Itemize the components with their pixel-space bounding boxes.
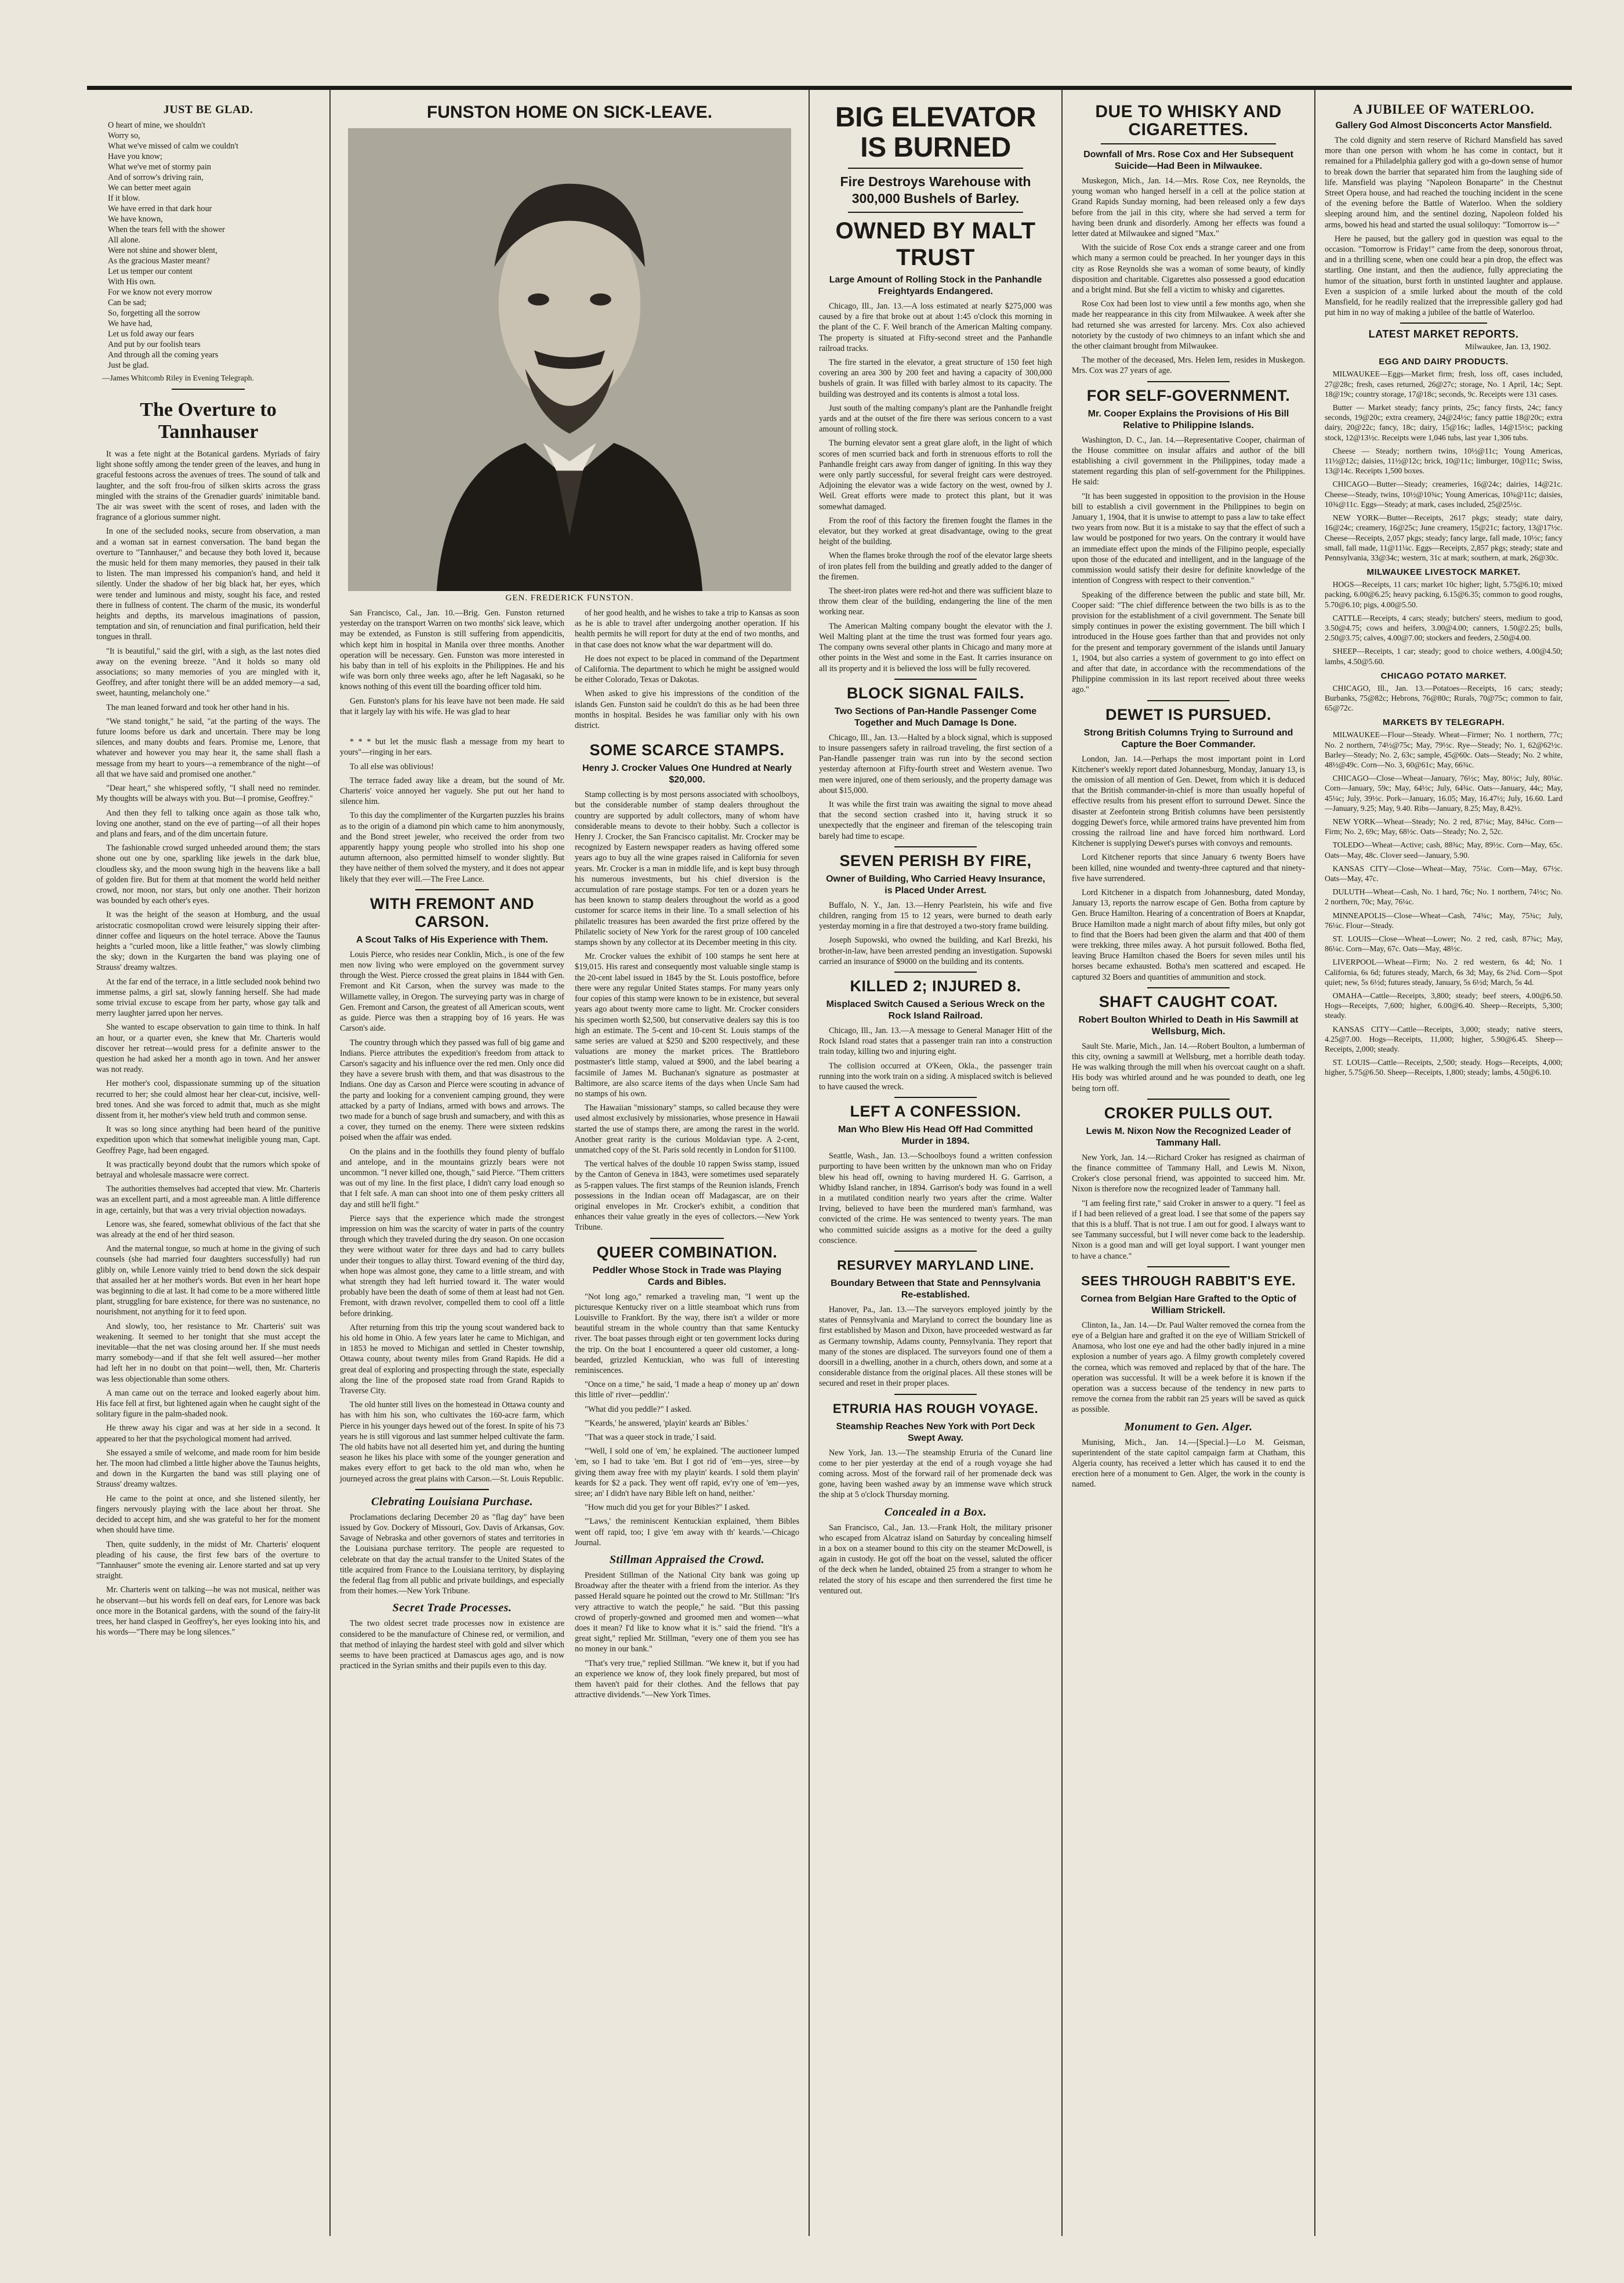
paragraph: From the roof of this factory the firemen fought the flames in the elevator, but they worked at great disadvantage, owing to the great height of the building. <box>819 516 1052 547</box>
rabbit-eye-deck: Cornea from Belgian Hare Grafted to the Optic of William Strickell. <box>1081 1293 1296 1316</box>
paragraph: San Francisco, Cal., Jan. 13.—Frank Holt, the military prisoner who escaped from Alcatraz island on Saturday by concealing himself in a box on a steamer bound to this city on the steamer McDowell, is again in custody. He got off the boat on the vessel, saluted the officer of the deck when he landed, obtained 25 from a stranger to whom he related the story of his escape and then surrendered the first time he ventured out. <box>819 1523 1052 1596</box>
paragraph: Stamp collecting is by most persons associated with schoolboys, but the considerable number of stamp dealers throughout the country are supported by adult collectors, many of whom have considerable means to devote to their hobby. Such a collector is Henry J. Crocker, the San Francisco capitalist. Mr. Crocker may be recognized by Eastern newspaper readers as having offered some years ago to buy all the wine grapes raised in California for seven years. Mr. Crocker is a man in middle life, and is kept busy through his numerous investments, but his chief diversion is the accumulation of rare postage stamps. For ten or a dozen years he has been known to stamp dealers throughout the world as a good customer for scarce items in their line. To a small selection of his philatelic treasures has been awarded the first prize offered by the Philatelic society of New York for the rarest group of 100 canceled stamps shown by any collector at its December meeting in this city. <box>575 790 799 948</box>
paragraph: Chicago, Ill., Jan. 13.—A loss estimated at nearly $275,000 was caused by a fire that broke out at about 1:45 o'clock this morning in the plant of the C. F. Weil branch of the American Malting company. The property is situated at Fifty-second street and the Panhandle railroad tracks. <box>819 302 1052 353</box>
seven-body <box>819 900 1052 967</box>
divider <box>848 168 1023 169</box>
paragraph: Chicago, Ill., Jan. 13.—A message to General Manager Hitt of the Rock Island road states that a passenger train ran into a construction train today, killing two and injuring eight. <box>819 1025 1052 1057</box>
markets-headline: LATEST MARKET REPORTS. <box>1368 328 1519 340</box>
paragraph: To all else was oblivious! <box>350 762 434 771</box>
paragraph: TOLEDO—Wheat—Active; cash, 88¾c; May, 89½c. Corn—May, 65c. Oats—May, 48c. Clover seed—January, 5.90. <box>1325 840 1563 860</box>
queer-deck: Peddler Whose Stock in Trade was Playing Cards and Bibles. <box>592 1265 782 1287</box>
paragraph: "It has been suggested in opposition to the provision in the House bill to establish a civil government in the Philippines to begin on January 1, 1904, that it is unwise to attempt to pass a law to take effect two years from now. But it is a mistake to say that the effect of such a law would be postponed for two years. On the contrary it would have an immediate effect upon the minds of the Filipino people, especially upon those of the educated and intelligent, and in the language of the commission would satisfy their desire for definite knowledge of the intention of Congress with respect to their convention." <box>1072 491 1305 586</box>
concealed-headline: Concealed in a Box. <box>884 1505 987 1519</box>
paragraph: LIVERPOOL—Wheat—Firm; No. 2 red western, 6s 4d; No. 1 California, 6s 6d; futures steady, March, 6s 3d; May, 6s 2¾d. Corn—Spot quiet; new, 5s 6½d; futures steady, January, 5s 6½d; March, 5s 4d. <box>1325 958 1563 987</box>
paragraph: "That was a queer stock in trade,' I said. <box>585 1433 716 1442</box>
divider <box>1147 1099 1230 1100</box>
paragraph: Mr. Crocker values the exhibit of 100 stamps he sent here at $19,015. His rarest and consequently most valuable single stamp is the 20-cent label issued in 1845 by the St. Louis postoffice, before there were any regular United States stamps. For many years only four copies of this stamp were known to be in existence, but several years ago about twenty more came to light. Mr. Crocker considers his specimen worth $2,500, but conservative dealers say this is too high an estimate. The 5-cent and 10-cent St. Louis stamps of the same series are valued at $250 and $200 respectively, and these valuations are money the market prices. The Brattleboro postmaster's little stamp, valued at $900, and the label bearing a facsimile of James M. Buchanan's signature as postmaster at Baltimore, are also scarce items of the days when Uncle Sam had no stamps of his own. <box>575 952 799 1099</box>
column-4 <box>1061 90 1314 2236</box>
paragraph: On the plains and in the foothills they found plenty of buffalo and antelope, and in the mountains grizzly bears were not uncommon. "I never killed one, though," said Pierce. "Them critters was out of my line. In the first place, I didn't carry load enough so that I felt safe. A man can shoot into one of them pesky critters all day and still he'll fight." <box>340 1147 564 1209</box>
jubilee-body <box>1325 135 1563 318</box>
paragraph: Butter — Market steady; fancy prints, 25c; fancy firsts, 24c; fancy seconds, 19@20c; extra creamery, 24@24½c; fancy pattie 18@20c; extra dairy, 20@22c; fancy, 18c; dairy, 15@16c; ladles, 14@15½c; packing stock, 12@13½c. Receipts were 1,046 tubs, last year 1,306 tubs. <box>1325 403 1563 442</box>
paragraph: Gen. Funston's plans for his leave have not been made. He said that it largely lay with his wife. He was glad to hear <box>340 696 564 716</box>
block-headline: BLOCK SIGNAL FAILS. <box>846 684 1024 702</box>
paragraph: CHICAGO—Close—Wheat—January, 76½c; May, 80½c; July, 80¼c. Corn—January, 59c; May, 64½c; July, 64¾c. Oats—January, 44c; May, 45¼c; July, 39½c. Pork—January, 16.05; May, 16.47½; July, 16.60. Lard—January, 9.25; May, 9.40. Ribs—January, 8.25; May, 8.42½. <box>1325 774 1563 813</box>
paragraph: Hanover, Pa., Jan. 13.—The surveyors employed jointly by the states of Pennsylvania and Maryland to correct the boundary line as first established by Mason and Dixon, have proceeded westward as far as Germany township, Adams county, Pennsylvania. They report that many of the stones are displaced. The surveyors found one of them a doorsill in a dwelling, another in a church, others down, and some at a considerable distance from the original places. All these stones will be secured and reset in their proper places. <box>819 1305 1052 1389</box>
divider <box>1147 1266 1230 1267</box>
egg-dairy-headline: EGG AND DAIRY PRODUCTS. <box>1379 357 1509 367</box>
paragraph: When asked to give his impressions of the condition of the islands Gen. Funston said he couldn't do this as he had been three months in hospital. Besides he was familiar only with his own district. <box>575 689 799 731</box>
self-gov-body <box>1072 435 1305 695</box>
paragraph: Muskegon, Mich., Jan. 14.—Mrs. Rose Cox, nee Reynolds, the young woman who hanged herself in a cell at the police station at Grand Rapids Sunday morning, had been released only a few days before from the jail in this city, where she had served a term for having been drunk and disorderly. Among her effects was found a letter dated at Milwaukee and signed "Max." <box>1072 176 1305 239</box>
alger-headline: Monument to Gen. Alger. <box>1124 1420 1253 1433</box>
paragraph: President Stillman of the National City bank was going up Broadway after the theater with a friend from the interior. As they passed Herald square he pointed out the crowd to Mr. Stillman: "It's very attractive to watch the people," he said. "But this passing crowd of properly-gowned and groomed men and women—what does it mean? I'd like to know what it is." said the friend. "It's a great sight," replied Mr. Stillman, "every one of them you see has no money in our bank." <box>575 1571 799 1654</box>
poem-text: O heart of mine, we shouldn't Worry so, What we've missed of calm we couldn't Have you know; What we've met of stormy pain And of sorrow's driving rain, We can better meet again If it blow. We have erred in that dark hour We have known, When the tears fell with the shower All alone. Were not shine and shower blent, As the gracious Master meant? Let us temper our content With His own. For we know not every morrow Can be sad; So, forgetting all the sorrow We have had, Let us fold away our fears And put by our foolish tears And through all the coming years Just be glad. <box>108 121 238 370</box>
paragraph: The terrace faded away like a dream, but the sound of Mr. Charteris' voice annoyed her vaguely. She put out her hand to silence him. <box>340 776 564 807</box>
column-3 <box>809 90 1061 2236</box>
paragraph: "'Well, I sold one of 'em,' he explained. 'The auctioneer lumped 'em, so I had to take 'em. But I got rid of 'em—yes, siree—by giving them away free with my playin' keards. I sold them playin' keards for $2 a pack. They went off rapid, ev'ry one of 'em—yes, siree; an' I didn't have nary Bible left on hand, neither.' <box>575 1447 799 1499</box>
stamps-body <box>575 789 799 1233</box>
paragraph: CHICAGO, Ill., Jan. 13.—Potatoes—Receipts, 16 cars; steady; Burbanks, 75@82c; Hebrons, 76@80c; Rurals, 70@75c; common to fair, 65@72c. <box>1325 683 1563 713</box>
resurvey-deck: Boundary Between that State and Pennsylvania Re-established. <box>831 1278 1041 1300</box>
potato-headline: CHICAGO POTATO MARKET. <box>1380 671 1507 681</box>
paragraph: And then they fell to talking once again as those talk who, loving one another, stand on the eve of parting—of all their hopes and plans and fears, and of the dim uncertain future. <box>96 808 320 839</box>
paragraph: CHICAGO—Butter—Steady; creameries, 16@24c; dairies, 14@21c. Cheese—Steady, twins, 10½@10¾c; Young Americas, 10¾@11c; daisies, 10¾@11c. Eggs—Steady; at mark, cases included, 25@25½c. <box>1325 480 1563 509</box>
fremont-body <box>340 950 564 1484</box>
paragraph: The man leaned forward and took her other hand in his. <box>106 702 289 712</box>
fremont-headline: WITH FREMONT AND CARSON. <box>370 894 534 930</box>
paragraph: "We stand tonight," he said, "at the parting of the ways. The future looms before us dark and uncertain. There may be long silences, and many doubts and fears. Promise me, Lenore, that whatever and however you may hear it, the same shall flash a message from my heart to yours—a remembrance of the night—of all that we have said and promised one another." <box>96 716 320 779</box>
paragraph: MILWAUKEE—Flour—Steady. Wheat—Firmer; No. 1 northern, 77c; No. 2 northern, 74½@75c; May, 79½c. Rye—Steady; No. 1, 62@62½c. Barley—Steady; No. 2, 63c; sample, 45@60c. Oats—Steady; No. 2 white, 48½@49c. Corn—No. 3, 60@61c; May, 66¾c. <box>1325 730 1563 769</box>
whisky-headline: DUE TO WHISKY AND CIGARETTES. <box>1095 102 1282 139</box>
louisiana-body <box>340 1512 564 1597</box>
paragraph: Lenore was, she feared, somewhat oblivious of the fact that she was already at the end of her third season. <box>96 1219 320 1240</box>
divider <box>1400 322 1487 324</box>
funston-right-column <box>575 608 799 734</box>
croker-body <box>1072 1153 1305 1262</box>
divider <box>415 1489 489 1490</box>
divider <box>894 1394 977 1395</box>
paragraph: The authorities themselves had accepted that view. Mr. Charteris was an excellent parti, and a most agreeable man. A little difference in age, certainly, but that was a very trivial objection nowadays. <box>96 1184 320 1215</box>
paragraph: Munising, Mich., Jan. 14.—[Special.]—Lo M. Geisman, superintendent of the state capitol campaign farm at Chatham, this Algeria county, has received a letter which has caused it to end the erection here of a monument to Gen. Alger, the work in the county is named. <box>1072 1437 1305 1490</box>
seven-deck: Owner of Building, Who Carried Heavy Insurance, is Placed Under Arrest. <box>826 874 1045 896</box>
shaft-body <box>1072 1041 1305 1094</box>
funston-left-column <box>340 608 564 734</box>
whisky-body <box>1072 176 1305 376</box>
egg-dairy-body <box>1325 369 1563 563</box>
croker-deck: Lewis M. Nixon Now the Recognized Leader of Tammany Hall. <box>1086 1126 1291 1148</box>
paragraph: Lord Kitchener in a dispatch from Johannesburg, dated Monday, January 13, reports the narrow escape of Gen. Botha from capture by Gen. Bruce Hamilton. Hearing of a concentration of Boers at Knapdar, Bruce Hamilton made a night march of about fifty miles, but only got to find that the Boers had been given the alarm and that 400 of them were trekking, three miles away. A hot pursuit followed. Botha fled, leaving Bruce Hamilton chased the Boers for seven miles until his horses became exhausted. Botha's men scattered and escaped. He captured 32 Boers and quantities of ammunition and stock. <box>1072 887 1305 982</box>
paragraph: Pierce says that the experience which made the strongest impression on him was the scarcity of water in parts of the country through which they traveled during the dry season. On one occasion they were without water for three days and had to carry bullets under their tongues to allay thirst. Toward evening of the third day, when hope was almost gone, they came to a little stream, and with what strength they had left hurried toward it. The water would probably have been the death of some of them at least had not Gen. Fremont, with drawn revolver, compelled them to cool off a little before drinking. <box>340 1213 564 1318</box>
story-body <box>96 449 320 1637</box>
paragraph: The mother of the deceased, Mrs. Helen Iem, resides in Muskegon. Mrs. Cox was 27 years of age. <box>1072 356 1305 376</box>
elevator-body <box>819 301 1052 674</box>
newspaper-page <box>87 86 1572 2236</box>
paragraph: Chicago, Ill., Jan. 13.—Halted by a block signal, which is supposed to insure passengers safety in railroad traveling, the first section of a Pan-Handle passenger train was run into by the second section yesterday afternoon at Fifty-fourth street and Western avenue. Two men were injured, one of them seriously, and the property damage was about $15,000. <box>819 733 1052 795</box>
etruria-body <box>819 1448 1052 1501</box>
concealed-body <box>819 1523 1052 1596</box>
dewet-body <box>1072 754 1305 983</box>
photo-caption: GEN. FREDERICK FUNSTON. <box>505 593 634 603</box>
paragraph: * * * but let the music flash a message from my heart to yours"—ringing in her ears. <box>340 737 564 758</box>
confession-deck: Man Who Blew His Head Off Had Committed Murder in 1894. <box>838 1125 1033 1147</box>
lower-two-columns <box>340 737 799 1704</box>
dewet-deck: Strong British Columns Trying to Surround and Capture the Boer Commander. <box>1083 727 1293 749</box>
alger-body <box>1072 1437 1305 1490</box>
paragraph: MINNEAPOLIS—Close—Wheat—Cash, 74¾c; May, 75¾c; July, 76¼c. Flour—Steady. <box>1325 911 1563 930</box>
paragraph: The old hunter still lives on the homestead in Ottawa county and has with him his son, who cultivates the 160-acre farm, which Pierce in his younger days hewed out of the forest. In spite of his 73 years he is still vigorous and last summer helped cultivate the farm. The old habits have not all deserted him yet, and during the hunting season he likes his place with some of the younger generation and makes every effort to get back to the old man who, when he journeyed across the great plains with Carson.—St. Louis Republic. <box>340 1400 564 1484</box>
dewet-headline: DEWET IS PURSUED. <box>1105 705 1272 723</box>
divider <box>1147 987 1230 988</box>
resurvey-body <box>819 1304 1052 1389</box>
paragraph: The vertical halves of the double 10 rappen Swiss stamp, issued by the Canton of Geneva in 1843, were sometimes used separately as 5-rappen values. The first stamps of the Reunion islands, French possessions in the Indian ocean off Madagascar, are on their original envelopes in Mr. Crocker's exhibit, a condition that enhances their value greatly in the eyes of collectors.—New York Tribune. <box>575 1159 799 1233</box>
block-body <box>819 733 1052 842</box>
paragraph: KANSAS CITY—Cattle—Receipts, 3,000; steady; native steers, 4.25@7.00. Hogs—Receipts, 11,000; higher, 5.90@6.45. Sheep—Receipts, 2,000; steady. <box>1325 1024 1563 1054</box>
column-2 <box>329 90 809 2236</box>
secret-headline: Secret Trade Processes. <box>392 1601 512 1615</box>
paragraph: Seattle, Wash., Jan. 13.—Schoolboys found a written confession purporting to have been written by the unknown man who on Friday blew his head off, owning to having murdered H. G. Garrison, a Whidby Island rancher, in 1894. Garrison's body was found in a well in a mutilated condition nearly two years after the crime. Walter Irving, believed to have been the murdered man's farmhand, was convicted of the crime. He was sentenced to twenty years. The man who committed suicide assigns as a motive for the deed a guilty conscience. <box>819 1151 1052 1245</box>
paragraph: "That's very true," replied Stillman. "We knew it, but if you had an experience we know of, they look finely prepared, but most of them haven't paid for their clothes. And the fellows that pay attractive dividends."—New York Times. <box>575 1658 799 1700</box>
divider <box>894 846 977 847</box>
paragraph: Sault Ste. Marie, Mich., Jan. 14.—Robert Boulton, a lumberman of this city, owning a sawmill at Wellsburg, met a horrible death today. He was walking through the mill when his overcoat caught on a shaft. His body was whirled around and he was pounded to death, one leg being torn off. <box>1072 1041 1305 1093</box>
paragraph: Cheese — Steady; northern twins, 10½@11c; Young Americas, 11½@12c; daisies, 11½@12c; brick, 10@11c; limburger, 10@11c; Swiss, 13@14c. Receipts 1,500 boxes. <box>1325 446 1563 476</box>
paragraph: When the flames broke through the roof of the elevator large sheets of iron plates fell from the building and greatly added to the danger of the firemen. <box>819 551 1052 582</box>
column-1 <box>87 90 329 2236</box>
shaft-deck: Robert Boulton Whirled to Death in His Sawmill at Wellsburg, Mich. <box>1078 1014 1299 1037</box>
elevator-headline: BIG ELEVATOR IS BURNED <box>835 102 1036 163</box>
paragraph: Joseph Supowski, who owned the building, and Karl Brezki, his brother-in-law, have been arrested pending an investigation. Supowski carried an insurance of $9000 on the building and its contents. <box>819 936 1052 966</box>
paragraph: It was practically beyond doubt that the rumors which spoke of betrayal and wholesale massacre were correct. <box>96 1159 320 1180</box>
paragraph: Washington, D. C., Jan. 14.—Representative Cooper, chairman of the House committee on insular affairs and author of the bill establishing a civil government in the Philippines, today made a statement regarding this plan of self-government for the Philippines. He said: <box>1072 435 1305 487</box>
livestock-body <box>1325 579 1563 666</box>
paragraph: With the suicide of Rose Cox ends a strange career and one from which many a sermon could be preached. In her younger days in this city as Rose Reynolds she was a woman of some beauty, of kindly disposition and charitable. Cigarettes also possessed a good education and a bright mind. But she fell a victim to whisky and cigarettes. <box>1072 243 1305 295</box>
paragraph: "Once on a time," he said, 'I made a heap o' money up an' down this little ol' river—peddlin'.' <box>575 1380 799 1400</box>
killed-body <box>819 1025 1052 1092</box>
paragraph: He does not expect to be placed in command of the Department of California. The department to which he might be assigned would be either Colorado, Texas or Dakotas. <box>575 654 799 685</box>
divider <box>1101 143 1276 144</box>
telegraph-headline: MARKETS BY TELEGRAPH. <box>1382 717 1505 728</box>
divider <box>650 1238 724 1239</box>
queer-headline: QUEER COMBINATION. <box>596 1243 778 1261</box>
portrait-photo <box>348 128 791 591</box>
funston-story <box>340 608 799 734</box>
stamps-headline: SOME SCARCE STAMPS. <box>589 741 785 759</box>
etruria-headline: ETRURIA HAS ROUGH VOYAGE. <box>832 1401 1039 1416</box>
potato-body <box>1325 683 1563 713</box>
divider <box>1147 700 1230 701</box>
paragraph: Rose Cox had been lost to view until a few months ago, when she made her reappearance in this city from Milwaukee. A week after she had returned she was arrested for larceny. Mrs. Cox also achieved notoriety by the custody of two chimneys to an infant which she and the other claimant brought from Milwaukee. <box>1072 299 1305 351</box>
queer-body <box>575 1292 799 1548</box>
seven-headline: SEVEN PERISH BY FIRE, <box>839 851 1032 869</box>
stillman-headline: Stillman Appraised the Crowd. <box>609 1553 765 1567</box>
paragraph: "It is beautiful," said the girl, with a sigh, as the last notes died away on the evening breeze. "And it holds so many old associations; so many memories of you are mingled with it, Geoffrey, and after tonight there will be an added memory—a sad, sweet, haunting, melancholy one." <box>96 646 320 698</box>
divider <box>894 972 977 973</box>
paragraph: "How much did you get for your Bibles?" I asked. <box>585 1503 751 1513</box>
paragraph: Louis Pierce, who resides near Conklin, Mich., is one of the few men now living who were employed on the government survey through the West. Pierce crossed the great plains in 1844 with Gen. Fremont and Kit Carson, when the survey was made to the Willamette valley, in Oregon. The surveying party was in charge of Gen. Fremont and Carson, the greatest of all American scouts, went as guide. Pierce was then a strapping boy of 16 years. He was Carson's aide. <box>340 950 564 1034</box>
paragraph: "Dear heart," she whispered softly, "I shall need no reminder. My thoughts will be always with you. But—I promise, Geoffrey." <box>96 784 320 804</box>
paragraph: London, Jan. 14.—Perhaps the most important point in Lord Kitchener's weekly report dated Johannesburg, Monday, January 13, is the omission of all mention of Gen. Dewet, from which it is deduced that the British commander-in-chief is more than usually hopeful of effective results from his present effort to surround Dewet. Since the disaster at Zeefontein strong British columns have been persistently dogging Dewet's force, while armored trains have prevented him from crossing the railroad line and have forced him northward. Lord Kitchener is supplying Dewet's purses with convoys and remounts. <box>1072 754 1305 849</box>
fremont-deck: A Scout Talks of His Experience with Them. <box>356 934 548 945</box>
banner-headline: FUNSTON HOME ON SICK-LEAVE. <box>426 103 713 122</box>
paragraph: DULUTH—Wheat—Cash, No. 1 hard, 76c; No. 1 northern, 74½c; No. 2 northern, 70c; May, 76¼c. <box>1325 887 1563 907</box>
paragraph: And the maternal tongue, so much at home in the giving of such counsels (she had married four daughters successfully) had run glibly on, while Lenore vainly tried to bend down the sick despair that assailed her at her mother's words. But even in her heart hope was beginning to die at last. It had come to be a more withered little plant, struggling for bare existence, for there was no sustenance, no nourishment, not anything for it to feed upon. <box>96 1244 320 1317</box>
paragraph: After returning from this trip the young scout wandered back to his old home in Ohio. A few years later he came to Michigan, and in 1853 he moved to Michigan and settled in Chester township, Ottawa county, about twenty miles from Grand Rapids. He did a great deal of exploring and prospecting through the state, especially along the line of the proposed state road from Grand Rapids to Traverse City. <box>340 1322 564 1396</box>
paragraph: HOGS—Receipts, 11 cars; market 10c higher; light, 5.75@6.10; mixed packing, 6.00@6.25; heavy packing, 6.15@6.35; common to good roughs, 5.70@6.10; pigs, 4.00@5.50. <box>1325 580 1563 609</box>
paragraph: NEW YORK—Wheat—Steady; No. 2 red, 87¼c; May, 84¾c. Corn—Firm; No. 2, 69c; May, 68½c. Oats—Steady; No. 2, 52c. <box>1325 817 1563 836</box>
lower-right-column <box>575 737 799 1704</box>
paragraph: In one of the secluded nooks, secure from observation, a man and a woman sat in earnest conversation. The band began the overture to "Tannhauser," and because they both loved it, because the music held for them many memories, they paused in their talk to listen. The man impressed his companion's hand, and held it silently. Under the shadow of her big black hat, her eyes, which were tender and luminous and misty, sought his face, and rested there in fullness of content. The charm of the music, its wonderful heights and depths, its marvelous imaginations of passion, temptation and sin, of renunciation and final purification, held their tongues in thrall. <box>96 527 320 642</box>
paragraph: The country through which they passed was full of big game and Indians. Pierce attributes the expedition's freedom from attack to Carson's sagacity and his influence over the red men. Only once did they have a severe brush with them, and that was disastrous to the Indians. One day as Carson and Pierce were scouting in advance of the party and looking for a convenient camping ground, they were attacked by a party of Indians, armed with bows and arrows. The two made for a bunch of sage brush and sumacbery, and with this as a cover, they turned on the enemy. There were sixteen redskins poised when the affair was ended. <box>340 1038 564 1143</box>
paragraph: The cold dignity and stern reserve of Richard Mansfield has saved more than one person with whom he has come in contact, but it remained for a Philadelphia gallery god with a go-down sense of humor to break down the barrier that separated him from the laughing side of life. Mansfield was playing "Napoleon Bonaparte" in the Chestnut Street Opera house, and had reached the touching incident in the scene of the evening before the Battle of Waterloo. When the soldiery sleeping around him, and the sentinel dozing, Napoleon folded his arms, bowed his head and started the usual soliloquy: "Tomorrow is—" <box>1325 136 1563 230</box>
killed-deck: Misplaced Switch Caused a Serious Wreck on the Rock Island Railroad. <box>826 999 1045 1021</box>
elevator-deck: Fire Destroys Warehouse with 300,000 Bushels of Barley. <box>840 174 1031 206</box>
jubilee-deck: Gallery God Almost Disconcerts Actor Mansfield. <box>1335 121 1552 131</box>
paragraph: CATTLE—Receipts, 4 cars; steady; butchers' steers, medium to good, 3.50@4.75; cows and heifers, 3.00@4.00; canners, 1.50@2.25; bulls, 2.50@3.75; calves, 4.00@7.00; stockers and feeders, 2.50@4.00. <box>1325 613 1563 643</box>
paragraph: New York, Jan. 14.—Richard Croker has resigned as chairman of the finance committee of Tammany Hall, and Lewis M. Nixon, Croker's close personal friend, was appointed to succeed him. Mr. Nixon is therefore now the recognized leader of Tammany hall. <box>1072 1153 1305 1194</box>
paragraph: Here he paused, but the gallery god in question was equal to the occasion. "Tomorrow is Friday!" came from the deep, sonorous throat, and in a thrilling scene, when one could hear a pin drop, the effect was startling. One instant, and then the audience, fully appreciating the humor of the situation, burst forth in unstinted laughter and applause. Even a suspicion of a smile lurked about the mouth of the cold Mansfield, for he readily realized that the irrepressible gallery god had put him in no way of making a jubilee of the battle of Waterloo. <box>1325 234 1563 318</box>
story-title: The Overture to Tannhauser <box>140 399 277 443</box>
paragraph: The fashionable crowd surged unheeded around them; the stars shone out one by one, sparkling like jewels in the dark blue, cloudless sky, and the moon swung high in the heavens like a ball of golden fire. But for them at that moment the world held neither crowd, nor moon, nor stars, but only one another. Their horizon was bounded by each other's eyes. <box>96 843 320 906</box>
self-gov-headline: FOR SELF-GOVERNMENT. <box>1086 386 1290 404</box>
paragraph: Then, quite suddenly, in the midst of Mr. Charteris' eloquent pleading of his cause, the first few bars of the overture to "Tannhauser" smote the evening air. Lenore started and sat up very straight. <box>96 1539 320 1581</box>
paragraph: Mr. Charteris went on talking—he was not musical, neither was he observant—but his words fell on deaf ears, for Lenore was back once more in the Botanical gardens, with the sound of the fairy-lit trees, her hand clasped in Geoffrey's, her eyes looking into his, and his words—"There may be long silences." <box>96 1585 320 1637</box>
paragraph: Just south of the malting company's plant are the Panhandle freight yards and at the outset of the fire there was serious concern to a vast amount of rolling stock. <box>819 403 1052 434</box>
paragraph: OMAHA—Cattle—Receipts, 3,800; steady; beef steers, 4.00@6.50. Hogs—Receipts, 7,600; higher, 6.00@6.40. Sheep—Receipts, 5,300; steady. <box>1325 991 1563 1020</box>
louisiana-headline: Clebrating Louisiana Purchase. <box>371 1495 533 1508</box>
portrait-image <box>348 128 791 591</box>
paragraph: The fire started in the elevator, a great structure of 150 feet high covering an area 300 by 200 feet and having a capacity of 300,000 bushels of grain. It was filled with barley almost to its capacity. The building was destroyed and its contents is almost a total loss. <box>819 358 1052 399</box>
paragraph: To this day the complimenter of the Kurgarten puzzles his brains as to the origin of a diamond pin which came to him anonymously, and the Bond street jeweler, who received the order from two apparently happy young people who strolled into his shop one autumn afternoon, also permitted himself to wonder slightly. But they have neither of them solved the mystery, and it does not appear likely that they ever will.—The Free Lance. <box>340 811 564 884</box>
paragraph: He came to the point at once, and she listened silently, her fingers nervously playing with the lace about her throat. She decided to accept him, and she was grateful to her for the moment when should have time. <box>96 1494 320 1535</box>
rabbit-eye-headline: SEES THROUGH RABBIT'S EYE. <box>1081 1273 1296 1288</box>
killed-headline: KILLED 2; INJURED 8. <box>850 977 1021 995</box>
elevator-deck-2: Large Amount of Rolling Stock in the Panhandle Freightyards Endangered. <box>829 275 1042 296</box>
confession-headline: LEFT A CONFESSION. <box>850 1103 1021 1121</box>
paragraph: Her mother's cool, dispassionate summing up of the situation recurred to her; she could almost hear her clear-cut, incisive, well-bred tones. And she was forced to admit that, much as she might dissent from it, her mother's view held truth and common sense. <box>96 1079 320 1120</box>
paragraph: Clinton, Ia., Jan. 14.—Dr. Paul Walter removed the cornea from the eye of a Belgian hare and grafted it on the eye of William Strickell of Anamosa, who lost one eye and had the other badly injured in a mine explosion a number of years ago. A filmy growth completely covered the cornea, which was removed and replaced by that of the hare. The operation was successful. It will be a week before it is known if the operation was a success because of the tendency in new parts to remove the cornea from the rabbit ran 25 years will be saved as quick as possible. <box>1072 1320 1305 1415</box>
paragraph: It was a fete night at the Botanical gardens. Myriads of fairy light shone softly among the tender green of the leaves, and hung in graceful festoons across the avenues of trees. The sound of talk and laughter, and the soft frou-frou of silken skirts across the grass mingled with the strains of the Grenadier guards' inimitable band. The air was sweet with the scent of roses, and laden with the fragrance of a glorious summer night. <box>96 450 320 523</box>
paragraph: The two oldest secret trade processes now in existence are considered to be the manufacture of Chinese red, or vermilion, and that method of inlaying the hardest steel with gold and silver which seems to have been practiced at Damascus ages ago, and is now practiced in the Syrian smiths and their pupils even to this day. <box>340 1619 564 1671</box>
paragraph: SHEEP—Receipts, 1 car; steady; good to choice wethers, 4.00@4.50; lambs, 4.50@5.60. <box>1325 647 1563 666</box>
poem-title: JUST BE GLAD. <box>163 103 253 116</box>
stamps-deck: Henry J. Crocker Values One Hundred at Nearly $20,000. <box>582 763 792 785</box>
block-deck: Two Sections of Pan-Handle Passenger Come Together and Much Damage Is Done. <box>834 706 1037 728</box>
stillman-body <box>575 1570 799 1700</box>
divider <box>848 212 1023 213</box>
resurvey-headline: RESURVEY MARYLAND LINE. <box>837 1258 1034 1273</box>
telegraph-body <box>1325 730 1563 1077</box>
divider <box>1147 381 1230 382</box>
paragraph: Lord Kitchener reports that since January 6 twenty Boers have been killed, nine wounded and twenty-three captured and that ninety-five have surrendered. <box>1072 853 1305 883</box>
paragraph: It was so long since anything had been heard of the punitive expedition upon which that somewhat ineligible young man, Capt. Geoffrey Page, had been engaged. <box>96 1125 320 1155</box>
paragraph: NEW YORK—Butter—Receipts, 2617 pkgs; steady; state dairy, 16@24c; creamery, 16@25c; June creamery, 15@21c; factory, 13@17½c. Cheese—Receipts, 2,057 pkgs; steady; fancy large, fall made, 10½c; fancy small, fall made, 11@11¼c. Eggs—Receipts, 2,857 pkgs; steady; state and Pennsylvania, 33@34c; western, 31c at mark; southern, at mark, 26@30c. <box>1325 513 1563 562</box>
divider <box>894 1251 977 1252</box>
markets-dateline: Milwaukee, Jan. 13, 1902. <box>1464 343 1551 352</box>
poem-credit: —James Whitcomb Riley in Evening Telegraph. <box>102 374 254 382</box>
elevator-subhead: OWNED BY MALT TRUST <box>835 218 1036 270</box>
paragraph: She essayed a smile of welcome, and made room for him beside her. The moon had climbed a little higher above the Taunus heights, and down in the Kurgarten the band was still playing one of Strauss' dreamy waltzes. <box>96 1448 320 1490</box>
paragraph: "What did you peddle?" I asked. <box>585 1404 692 1414</box>
confession-body <box>819 1151 1052 1246</box>
paragraph: ST. LOUIS—Cattle—Receipts, 2,500; steady. Hogs—Receipts, 4,000; higher, 5.75@6.50. Sheep—Receipts, 1,800; steady; lambs, 4.50@6.10. <box>1325 1058 1563 1077</box>
paragraph: San Francisco, Cal., Jan. 10.—Brig. Gen. Funston returned yesterday on the transport Warren on two months' sick leave, which may be extended, as Funston is still suffering from appendicitis, which kept him in hospital in Manila over three months. Another operation will be necessary. Gen. Funston was more interested in his baby than in tell of his exploits in the Philippines. He and his wife was born only three weeks ago, after he left Nagasaki, so he knows nothing of this event till the boarding officer told him. <box>340 608 564 692</box>
paragraph: MILWAUKEE—Eggs—Market firm; fresh, loss off, cases included, 27@28c; fresh, cases returned, 26@27c; storage, No. 1 April, 14c; Sept. 18@19c; country storage, 17@18c; seconds, 9c. Receipts were 131 cases. <box>1325 369 1563 398</box>
story-continuation <box>340 737 564 885</box>
jubilee-headline: A JUBILEE OF WATERLOO. <box>1353 102 1535 117</box>
paragraph: New York, Jan. 13.—The steamship Etruria of the Cunard line come to her pier yesterday at the end of a rough voyage she had coming across. Most of the forward rail of her promenade deck was gone, having been washed away by an immense wave which struck the ship at 5 o'clock Thursday morning. <box>819 1448 1052 1500</box>
rabbit-eye-body <box>1072 1320 1305 1415</box>
paragraph: "Not long ago," remarked a traveling man, "I went up the picturesque Kentucky river on a little steamboat which runs from Louisville to Frankfort. By the way, there isn't a wilder or more beautiful stream in the whole country than that same Kentucky river. The boat passes through eight or ten government locks during the trip. On the boat I encountered a queer old customer, a long-bearded, grizzled Kentuckian, who was full of interesting reminiscences. <box>575 1292 799 1375</box>
paragraph: "I am feeling first rate," said Croker in answer to a query. "I feel as if I had been relieved of a great load. I see that some of the papers say that this is a bluff. That is not true. I am out for good. I always want to see Tammany successful, but I will never come back to the leadership. Nixon is a good man and will get loyal support. I want younger men to have a chance." <box>1072 1198 1305 1261</box>
paragraph: "'Keards,' he answered, 'playin' keards an' Bibles.' <box>585 1418 749 1428</box>
paragraph: The sheet-iron plates were red-hot and there was sufficient blaze to throw them clear of the building, endangering the line of the men working near. <box>819 586 1052 617</box>
lower-left-column <box>340 737 564 1704</box>
paragraph: The burning elevator sent a great glare aloft, in the light of which scores of men scurried back and forth in strenuous efforts to roll the Panhandle freight cars away from danger of igniting. In this way they were only partly successful, for several freight cars were destroyed. Adjoining the elevator was a wide factory on the west, owned by J. Weil. Great efforts were made to protect this plant, but it was somewhat damaged. <box>819 439 1052 512</box>
whisky-deck: Downfall of Mrs. Rose Cox and Her Subsequent Suicide—Had Been in Milwaukee. <box>1083 150 1293 171</box>
paragraph: ST. LOUIS—Close—Wheat—Lower; No. 2 red, cash, 87¾c; May, 86¼c. Corn—May, 67c. Oats—May, 48½c. <box>1325 934 1563 954</box>
paragraph: She wanted to escape observation to gain time to think. In half an hour, or a quarter even, she knew that Mr. Charteris would discover her retreat—would press for a definite answer to the question he had asked her a month ago in town. And her answer was not ready. <box>96 1023 320 1075</box>
divider <box>894 1097 977 1098</box>
livestock-headline: MILWAUKEE LIVESTOCK MARKET. <box>1366 567 1521 578</box>
paragraph: And slowly, too, her resistance to Mr. Charteris' suit was weakening. It seemed to her tonight that she must accept the inevitable—that the net was closing around her. If she must needs marry somebody—and if that she felt well assured—her mother had left her in no doubt on that point—well, then, Mr. Charteris was less objectionable than some others. <box>96 1321 320 1384</box>
divider <box>415 889 489 890</box>
paragraph: He threw away his cigar and was at her side in a second. It appeared to her that the psychological moment had arrived. <box>96 1423 320 1444</box>
paragraph: Speaking of the difference between the public and state bill, Mr. Cooper said: "The chief difference between the two bills is as to the provision for the establishment of a civil government. The Senate bill simply continues in power the existing government. The bill which I introduced in the House goes farther than that and provides not only for the present and temporary government of the islands until January 1, 1904, but also carries a system of government to go into effect on and after that date, in accordance with the recommendations of the Philippine commission in its last report received about three weeks ago." <box>1072 590 1305 695</box>
paragraph: "'Laws,' the reminiscent Kentuckian explained, 'them Bibles went off rapid, too; I give 'em away with th' keards.'—Chicago Journal. <box>575 1517 799 1548</box>
etruria-deck: Steamship Reaches New York with Port Deck Swept Away. <box>836 1421 1035 1443</box>
paragraph: It was the height of the season at Homburg, and the usual aristocratic cosmopolitan crowd were leisurely sipping their after-dinner coffee and liqueurs on the hotel terrace. Above the Taunus heights a "curled moon, like a little feather," was slowly climbing the sky; down in the Kurgarten the band was playing one of Strauss' dreamy waltzes. <box>96 910 320 973</box>
paragraph: At the far end of the terrace, in a little secluded nook behind two immense palms, a girl sat, slowly fanning herself. She had made some trivial excuse to escape from her party, whose gay talk and merry laughter jarred upon her nerves. <box>96 977 320 1019</box>
paragraph: of her good health, and he wishes to take a trip to Kansas as soon as he is able to travel after undergoing another operation. If his health permits he will report for duty at the end of two months, and in that case does not know what the war department will do. <box>575 608 800 650</box>
paragraph: Buffalo, N. Y., Jan. 13.—Henry Pearlstein, his wife and five children, ranging from 15 to 12 years, were burned to death early yesterday morning in a fire that destroyed a two-story frame building. <box>819 900 1052 932</box>
paragraph: The Hawaiian "missionary" stamps, so called because they were used almost exclusively by missionaries, whose presence in Hawaii started the use of stamps there, are among the rarest in the world. Another great rarity is the curious Moldavian type. A 2-cent, unmatched copy of the St. Paris sold recently in London for $1100. <box>575 1103 799 1155</box>
paragraph: A man came out on the terrace and looked eagerly about him. His face fell at first, but lightened again when he caught sight of the solitary figure in the palm-shaded nook. <box>96 1388 320 1419</box>
paragraph: KANSAS CITY—Close—Wheat—May, 75¼c. Corn—May, 67½c. Oats—May, 47c. <box>1325 864 1563 883</box>
column-5 <box>1314 90 1572 2236</box>
croker-headline: CROKER PULLS OUT. <box>1104 1104 1273 1122</box>
divider <box>894 679 977 680</box>
paragraph: Proclamations declaring December 20 as "flag day" have been issued by Gov. Dockery of Missouri, Gov. Davis of Arkansas, Gov. Savage of Nebraska and other governors of states and territories in the Louisiana purchase territory. The people are requested to celebrate on that day the actual transfer to the United States of the title acquired from France to the Louisiana territory, by displaying the federal flag from all public and private buildings, and especially from their homes.—New York Tribune. <box>340 1512 564 1596</box>
shaft-headline: SHAFT CAUGHT COAT. <box>1099 992 1278 1010</box>
divider <box>172 389 245 390</box>
paragraph: The collision occurred at O'Keen, Okla., the passenger train running into the work train on a siding. A misplaced switch is believed to have caused the wreck. <box>819 1061 1052 1092</box>
paragraph: The American Malting company bought the elevator with the J. Weil Malting plant at the time the trust was formed four years ago. The company owns several other plants in Chicago and many more at other points in the West and some in the East. It carries insurance on all its property and it is believed the loss will be fully recovered. <box>819 621 1052 673</box>
self-gov-deck: Mr. Cooper Explains the Provisions of His Bill Relative to Philippine Islands. <box>1088 408 1289 430</box>
secret-body <box>340 1618 564 1671</box>
paragraph: It was while the first train was awaiting the signal to move ahead that the second section crashed into it, having struck it so unexpectedly that the engineer and fireman of the telescoping train barely had time to escape. <box>819 799 1052 841</box>
